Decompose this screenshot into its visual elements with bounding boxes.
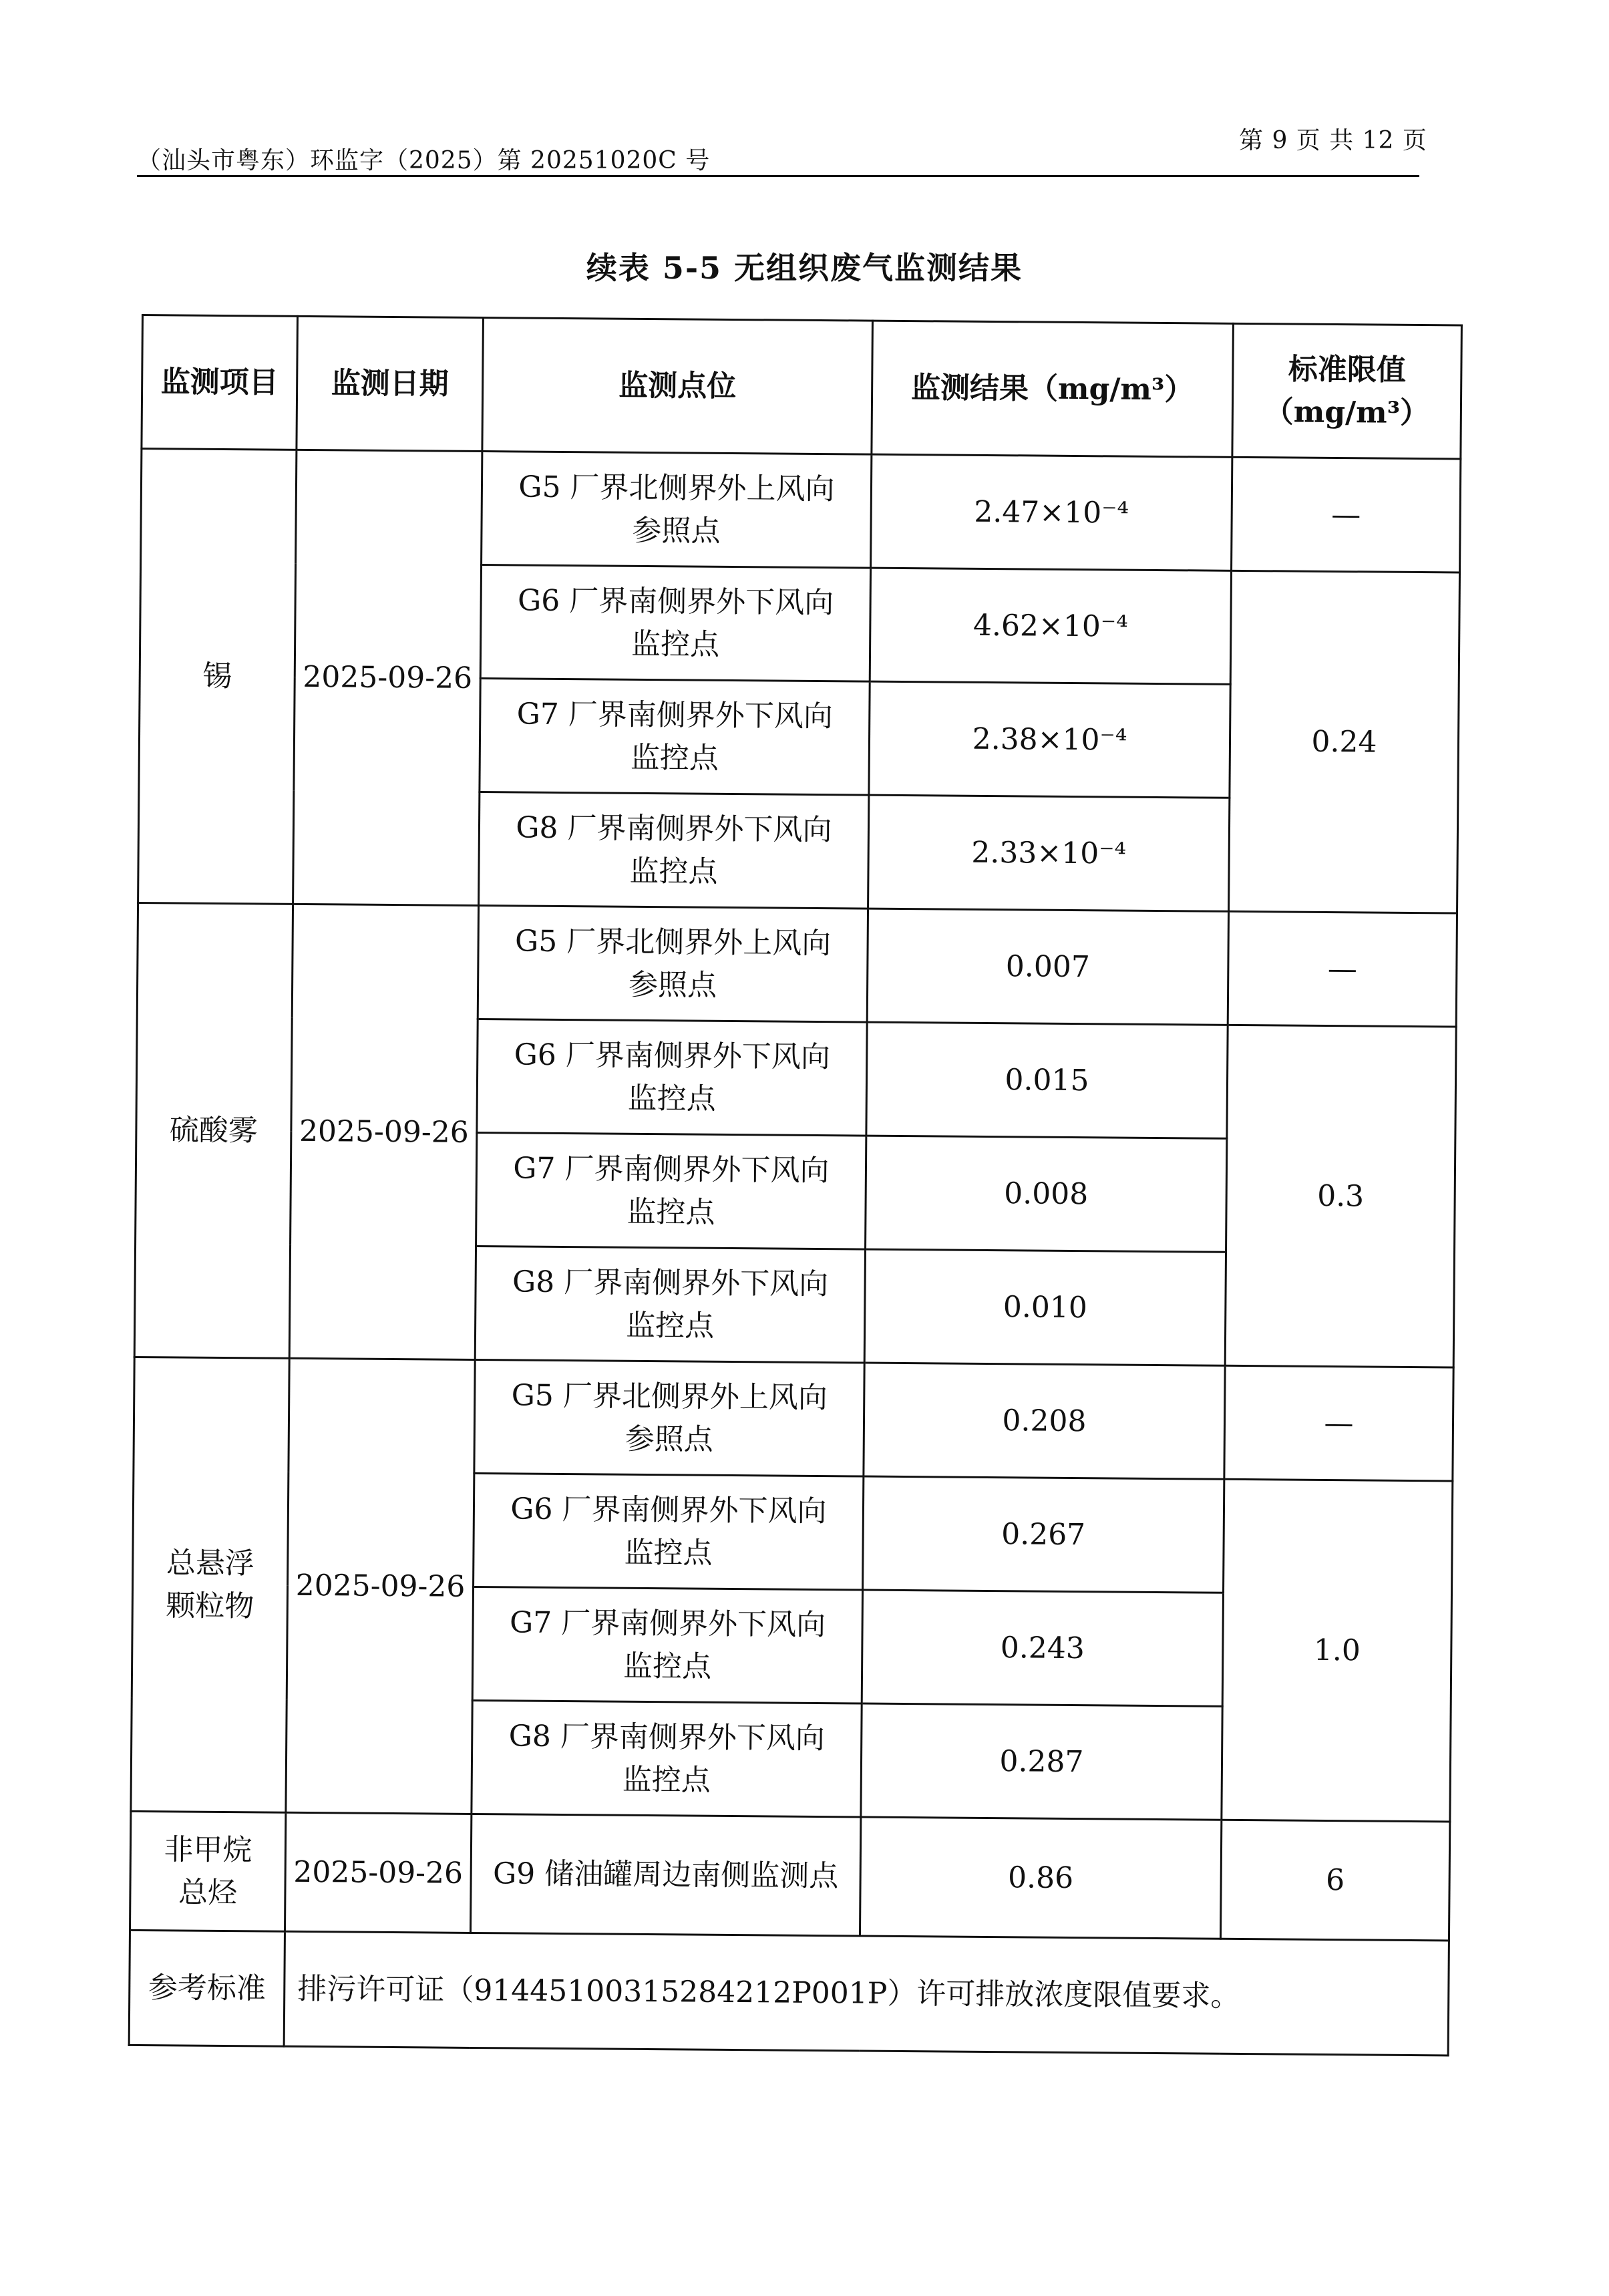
- header-rule: [137, 175, 1419, 177]
- item-cell: 总悬浮 颗粒物: [131, 1357, 289, 1812]
- point-cell: G6 厂界南侧界外下风向 监控点: [474, 1473, 864, 1590]
- page-info: 第 9 页 共 12 页: [1239, 127, 1427, 154]
- result-cell: 0.243: [862, 1590, 1223, 1706]
- col-header-point: 监测点位: [482, 318, 873, 455]
- limit-cell: —: [1228, 911, 1457, 1027]
- point-cell: G8 厂界南侧界外下风向 监控点: [472, 1700, 862, 1817]
- limit-cell: 1.0: [1222, 1479, 1453, 1822]
- table-row: [134, 1357, 1453, 1481]
- date-cell: 2025-09-26: [289, 904, 478, 1359]
- result-cell: 4.62×10⁻⁴: [870, 568, 1231, 684]
- result-cell: 0.015: [866, 1022, 1228, 1138]
- document-number: （汕头市粤东）环监字（2025）第 20251020C 号: [137, 147, 711, 174]
- table-header-row: [142, 315, 1462, 460]
- table-row: [137, 903, 1457, 1027]
- point-cell: G9 储油罐周边南侧监测点: [470, 1814, 860, 1936]
- reference-label: 参考标准: [129, 1930, 285, 2046]
- date-cell: 2025-09-26: [286, 1358, 475, 1814]
- point-cell: G5 厂界北侧界外上风向 参照点: [474, 1359, 864, 1476]
- result-cell: 0.86: [860, 1817, 1221, 1939]
- result-cell: 2.38×10⁻⁴: [869, 681, 1230, 798]
- result-cell: 0.007: [867, 909, 1228, 1025]
- limit-cell: 0.3: [1225, 1025, 1456, 1367]
- table-title: 续表 5-5 无组织废气监测结果: [586, 250, 1023, 286]
- result-cell: 0.287: [861, 1703, 1222, 1820]
- point-cell: G6 厂界南侧界外下风向 监控点: [477, 1019, 867, 1136]
- col-header-item: 监测项目: [142, 315, 298, 450]
- reference-standard-row: [129, 1930, 1449, 2056]
- limit-cell: —: [1224, 1365, 1453, 1481]
- result-cell: 0.008: [866, 1136, 1227, 1252]
- item-cell: 非甲烷 总烃: [130, 1811, 285, 1931]
- limit-cell: 0.24: [1229, 570, 1460, 913]
- col-header-date: 监测日期: [297, 316, 484, 451]
- point-cell: G8 厂界南侧界外下风向 监控点: [479, 792, 869, 909]
- result-cell: 0.010: [864, 1249, 1226, 1365]
- point-cell: G7 厂界南侧界外下风向 监控点: [480, 679, 870, 796]
- result-cell: 2.33×10⁻⁴: [868, 795, 1230, 911]
- item-cell: 锡: [138, 449, 297, 905]
- date-cell: 2025-09-26: [293, 450, 482, 905]
- point-cell: G6 厂界南侧界外下风向 监控点: [480, 565, 870, 682]
- table-row: [141, 449, 1461, 573]
- col-header-result: 监测结果（mg/m³）: [872, 321, 1234, 457]
- point-cell: G7 厂界南侧界外下风向 监控点: [476, 1132, 866, 1249]
- result-cell: 0.267: [863, 1476, 1224, 1593]
- result-cell: 2.47×10⁻⁴: [871, 454, 1232, 570]
- limit-cell: —: [1232, 457, 1461, 572]
- date-cell: 2025-09-26: [285, 1812, 471, 1933]
- col-header-limit: 标准限值（mg/m³）: [1232, 323, 1462, 459]
- table-row: [130, 1811, 1449, 1941]
- point-cell: G7 厂界南侧界外下风向 监控点: [472, 1587, 862, 1703]
- item-cell: 硫酸雾: [134, 903, 293, 1358]
- point-cell: G5 厂界北侧界外上风向 参照点: [478, 905, 868, 1022]
- point-cell: G5 厂界北侧界外上风向 参照点: [482, 452, 872, 568]
- point-cell: G8 厂界南侧界外下风向 监控点: [475, 1246, 865, 1363]
- limit-cell: 6: [1220, 1820, 1449, 1941]
- result-cell: 0.208: [864, 1363, 1225, 1479]
- reference-text: 排污许可证（91445100315284212P001P）许可排放浓度限值要求。: [284, 1931, 1449, 2056]
- monitoring-results-table: [128, 314, 1463, 2056]
